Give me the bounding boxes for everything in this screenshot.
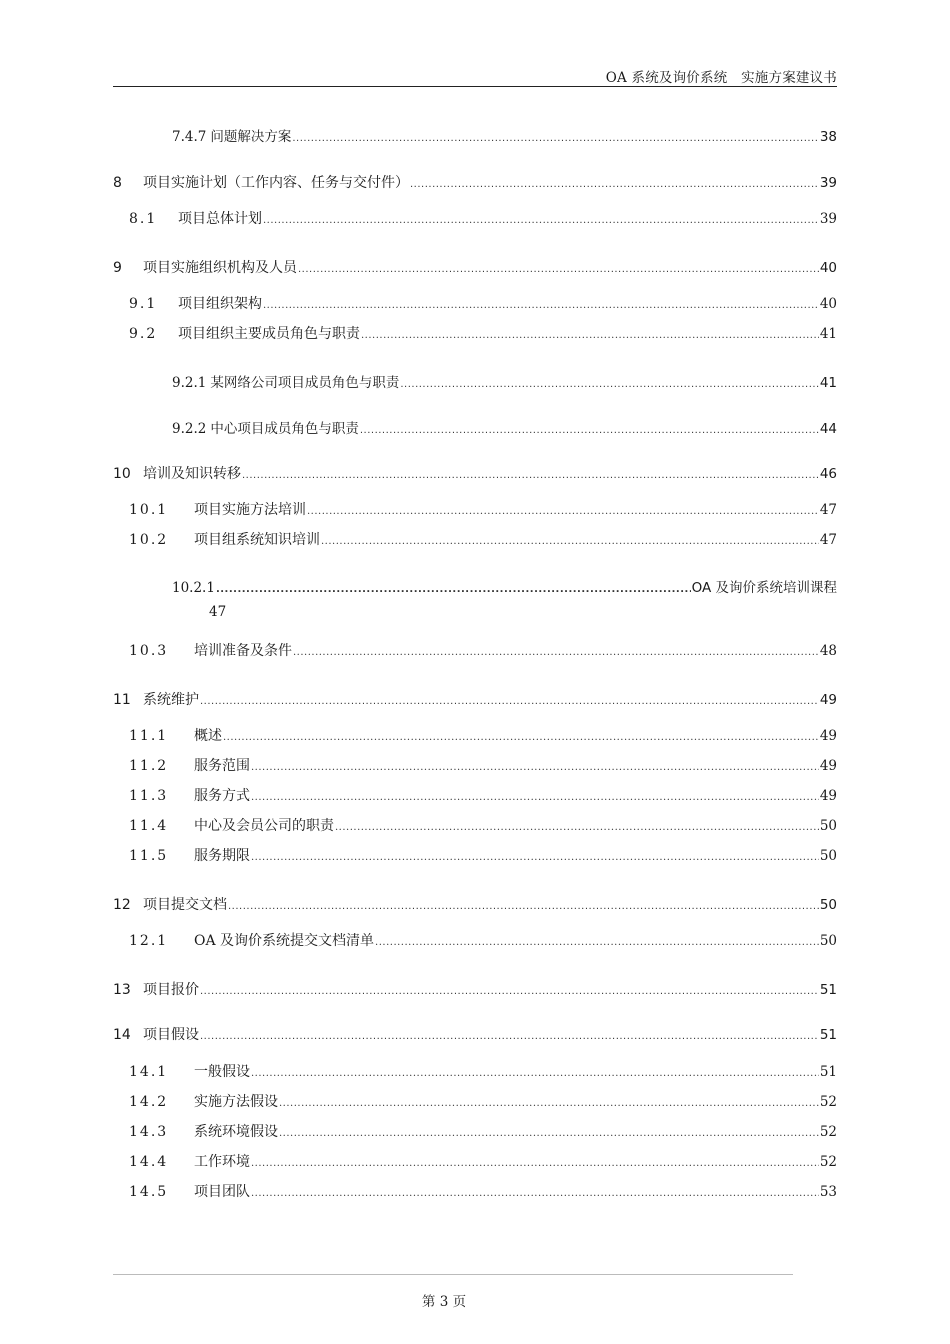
- toc-entry-page: 53: [819, 1184, 837, 1200]
- toc-leader-dots: [279, 1095, 819, 1113]
- toc-entry[interactable]: [113, 1026, 837, 1046]
- toc-entry-number: 9.1: [129, 296, 158, 312]
- toc-leader-dots: [263, 297, 819, 315]
- toc-entry[interactable]: [129, 1123, 837, 1143]
- toc-entry-number: 9.2: [129, 326, 158, 342]
- toc-entry-title: 某网络公司项目成员角色与职责: [210, 375, 400, 391]
- toc-leader-dots: [321, 533, 819, 551]
- toc-leader-dots: [293, 644, 819, 662]
- toc-entry-page: 50: [819, 818, 837, 834]
- toc-entry-title: 系统维护: [143, 692, 199, 708]
- toc-leader-dots: [360, 422, 819, 440]
- toc-entry-title: 实施方法假设: [194, 1094, 278, 1110]
- toc-entry[interactable]: [129, 642, 837, 662]
- toc-entry-number: 10.2: [129, 532, 169, 548]
- toc-entry-title: 项目组系统知识培训: [194, 532, 320, 548]
- toc-entry-number: 12.1: [129, 933, 169, 949]
- toc-entry-title: 培训准备及条件: [194, 643, 292, 659]
- toc-entry-title: 一般假设: [194, 1064, 250, 1080]
- toc-entry-page: 41: [819, 375, 837, 391]
- toc-entry-number: 11.3: [129, 788, 169, 804]
- toc-entry-title: 项目团队: [194, 1184, 250, 1200]
- toc-entry-page: 52: [819, 1154, 837, 1170]
- toc-entry-page: 49: [819, 788, 837, 804]
- toc-entry-number: 9: [113, 260, 122, 276]
- toc-entry-page: 51: [819, 1027, 837, 1043]
- toc-entry-title: 中心及会员公司的职责: [194, 818, 334, 834]
- toc-entry-title: 概述: [194, 728, 222, 744]
- toc-leader-dots: [251, 1065, 819, 1083]
- toc-entry-page: 52: [819, 1094, 837, 1110]
- toc-leader-dots: [200, 693, 819, 711]
- toc-leader-dots: [216, 581, 691, 599]
- footer-divider: [113, 1274, 793, 1275]
- toc-entry-page: 40: [819, 260, 837, 276]
- toc-entry[interactable]: [172, 420, 837, 440]
- toc-leader-dots: [200, 983, 819, 1001]
- toc-entry-title: OA 及询价系统提交文档清单: [194, 933, 375, 949]
- toc-entry-title: 问题解决方案: [210, 129, 292, 145]
- toc-entry-title: 项目实施计划（工作内容、任务与交付件）: [143, 175, 409, 191]
- toc-leader-dots: [242, 467, 819, 485]
- toc-entry-number: 14.3: [129, 1124, 169, 1140]
- toc-entry-page: 46: [819, 466, 837, 482]
- toc-entry-page: 39: [819, 175, 837, 191]
- toc-entry-page: 49: [819, 758, 837, 774]
- toc-entry-number: 8: [113, 175, 122, 191]
- toc-entry-number: 9.2.2: [172, 421, 207, 437]
- toc-leader-dots: [263, 212, 819, 230]
- toc-entry[interactable]: [129, 325, 837, 345]
- toc-entry[interactable]: [129, 817, 837, 837]
- toc-entry-title: 项目总体计划: [178, 211, 262, 227]
- toc-entry[interactable]: [113, 174, 837, 194]
- toc-entry-page: 49: [819, 692, 837, 708]
- toc-entry[interactable]: [172, 128, 837, 148]
- toc-leader-dots: [375, 934, 819, 952]
- page-number: 第 3 页: [421, 1294, 467, 1310]
- toc-entry[interactable]: [129, 1153, 837, 1173]
- toc-leader-dots: [361, 327, 819, 345]
- toc-entry-title: 项目报价: [143, 982, 199, 998]
- toc-entry-number: 9.2.1: [172, 375, 207, 391]
- toc-entry[interactable]: [172, 579, 837, 599]
- toc-leader-dots: [251, 789, 819, 807]
- toc-entry-number: 7.4.7: [172, 129, 207, 145]
- toc-entry[interactable]: [129, 295, 837, 315]
- toc-entry-page: 48: [819, 643, 837, 659]
- toc-entry-number: 11: [113, 692, 131, 708]
- toc-entry-page: 39: [819, 211, 837, 227]
- toc-entry[interactable]: [129, 501, 837, 521]
- toc-leader-dots: [400, 376, 818, 394]
- toc-entry[interactable]: [129, 1183, 837, 1203]
- toc-entry[interactable]: [113, 465, 837, 485]
- toc-entry[interactable]: [129, 1063, 837, 1083]
- toc-entry[interactable]: [129, 210, 837, 230]
- toc-entry-title: 服务期限: [194, 848, 250, 864]
- toc-entry-title: 服务方式: [194, 788, 250, 804]
- toc-entry-number: 14.1: [129, 1064, 169, 1080]
- toc-entry[interactable]: [113, 896, 837, 916]
- toc-entry-page: 47: [819, 532, 837, 548]
- toc-entry[interactable]: [113, 981, 837, 1001]
- toc-entry-page: 41: [819, 326, 837, 342]
- toc-entry-number: 10.2.1: [172, 580, 215, 596]
- toc-entry-number: 14.2: [129, 1094, 169, 1110]
- toc-entry-number: 11.4: [129, 818, 169, 834]
- toc-entry-number: 11.2: [129, 758, 169, 774]
- toc-entry-page: 49: [819, 728, 837, 744]
- toc-entry-page: 44: [819, 421, 837, 437]
- toc-entry-number: 14: [113, 1027, 131, 1043]
- toc-entry[interactable]: [172, 374, 837, 394]
- toc-entry[interactable]: [129, 932, 837, 952]
- toc-entry-title: OA 及询价系统培训课程: [691, 580, 837, 596]
- toc-entry-number: 14.4: [129, 1154, 169, 1170]
- toc-entry-page: 40: [819, 296, 837, 312]
- toc-entry-number: 10.3: [129, 643, 169, 659]
- toc-entry-title: 项目实施组织机构及人员: [143, 260, 297, 276]
- toc-entry-number: 10.1: [129, 502, 169, 518]
- toc-leader-dots: [410, 176, 819, 194]
- toc-entry-page: 47: [209, 604, 227, 620]
- toc-entry[interactable]: [113, 691, 837, 711]
- page-header: OA 系统及询价系统 实施方案建议书: [605, 70, 837, 86]
- toc-entry-page: 52: [819, 1124, 837, 1140]
- toc-leader-dots: [307, 503, 819, 521]
- toc-entry-number: 11.5: [129, 848, 169, 864]
- toc-leader-dots: [251, 1185, 819, 1203]
- toc-entry[interactable]: [129, 787, 837, 807]
- toc-leader-dots: [223, 729, 819, 747]
- toc-entry[interactable]: [129, 1093, 837, 1113]
- toc-entry-number: 14.5: [129, 1184, 169, 1200]
- toc-entry-title: 系统环境假设: [194, 1124, 278, 1140]
- toc-leader-dots: [251, 1155, 819, 1173]
- toc-entry-title: 项目提交文档: [143, 897, 227, 913]
- toc-entry-title: 服务范围: [194, 758, 250, 774]
- toc-entry-number: 10: [113, 466, 131, 482]
- toc-entry-title: 项目实施方法培训: [194, 502, 306, 518]
- toc-entry-title: 项目假设: [143, 1027, 199, 1043]
- toc-leader-dots: [251, 759, 819, 777]
- toc-entry-page: 51: [819, 982, 837, 998]
- toc-entry-title: 项目组织架构: [178, 296, 262, 312]
- toc-entry[interactable]: [129, 847, 837, 867]
- toc-leader-dots: [292, 130, 818, 148]
- toc-entry-title: 工作环境: [194, 1154, 250, 1170]
- toc-entry-page: 51: [819, 1064, 837, 1080]
- toc-entry-title: 培训及知识转移: [143, 466, 241, 482]
- toc-entry-page: 50: [819, 897, 837, 913]
- toc-entry-page: 47: [819, 502, 837, 518]
- toc-entry-number: 11.1: [129, 728, 169, 744]
- toc-leader-dots: [279, 1125, 819, 1143]
- toc-entry-page: 50: [819, 933, 837, 949]
- toc-entry-title: 中心项目成员角色与职责: [210, 421, 359, 437]
- toc-entry-page: 38: [819, 129, 837, 145]
- toc-leader-dots: [228, 898, 819, 916]
- toc-entry[interactable]: [129, 757, 837, 777]
- toc-entry-number: 13: [113, 982, 131, 998]
- toc-leader-dots: [298, 261, 819, 279]
- toc-entry-number: 12: [113, 897, 131, 913]
- toc-leader-dots: [251, 849, 819, 867]
- toc-leader-dots: [335, 819, 819, 837]
- toc-entry[interactable]: [129, 727, 837, 747]
- toc-leader-dots: [200, 1028, 819, 1046]
- toc-entry-page: 50: [819, 848, 837, 864]
- toc-entry-title: 项目组织主要成员角色与职责: [178, 326, 360, 342]
- toc-entry[interactable]: [129, 531, 837, 551]
- toc-entry[interactable]: [113, 259, 837, 279]
- toc-entry-number: 8.1: [129, 211, 158, 227]
